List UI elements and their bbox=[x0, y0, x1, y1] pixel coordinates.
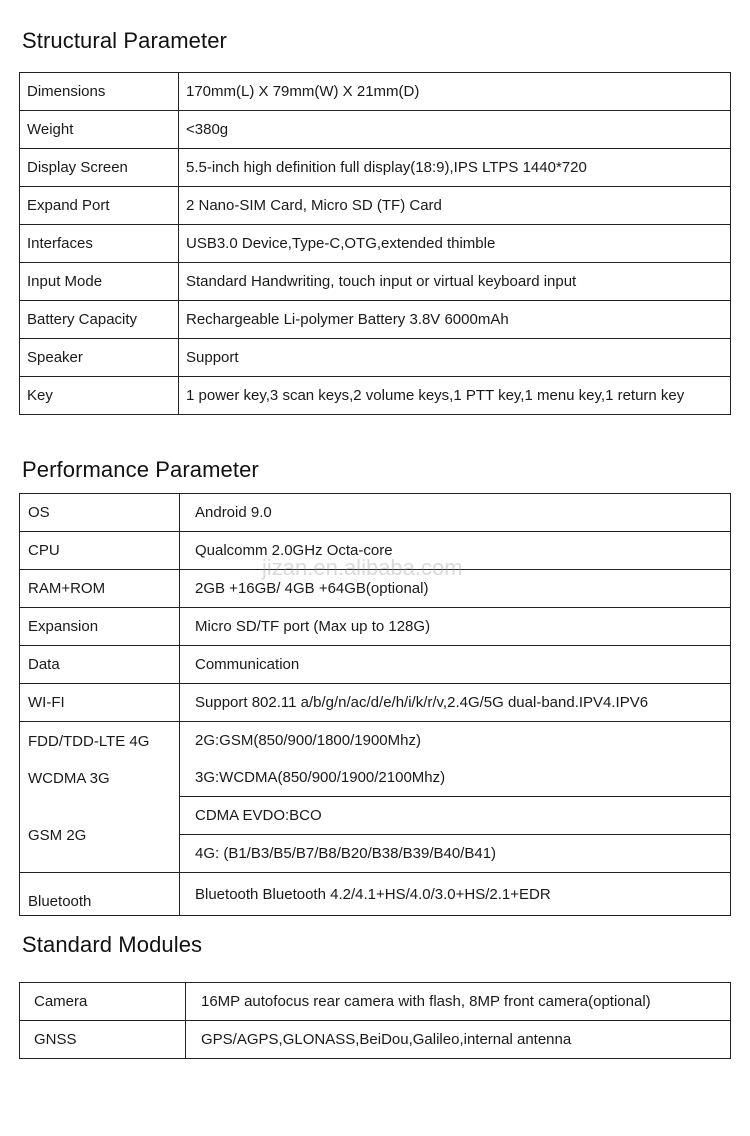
row-key: GNSS bbox=[20, 1021, 186, 1059]
row-value: Standard Handwriting, touch input or virtual keyboard input bbox=[179, 263, 731, 301]
row-value: 2 Nano-SIM Card, Micro SD (TF) Card bbox=[179, 187, 731, 225]
table-row-network bbox=[20, 722, 731, 797]
network-keys bbox=[20, 722, 180, 873]
row-value: 1 power key,3 scan keys,2 volume keys,1 PTT key,1 menu key,1 return key bbox=[179, 377, 731, 415]
row-key: Dimensions bbox=[20, 73, 179, 111]
row-value: 5.5-inch high definition full display(18:9),IPS LTPS 1440*720 bbox=[179, 149, 731, 187]
row-key: Speaker bbox=[20, 339, 179, 377]
modules-title: Standard Modules bbox=[22, 932, 203, 957]
row-key: Camera bbox=[20, 983, 186, 1021]
table-row bbox=[20, 646, 731, 684]
table-row bbox=[20, 225, 731, 263]
table-row bbox=[20, 684, 731, 722]
network-value-2g: 2G:GSM(850/900/1800/1900Mhz) bbox=[195, 732, 421, 749]
table-row bbox=[20, 1021, 731, 1059]
table-row bbox=[20, 111, 731, 149]
row-value: Qualcomm 2.0GHz Octa-core bbox=[180, 532, 731, 570]
row-value: USB3.0 Device,Type-C,OTG,extended thimble bbox=[179, 225, 731, 263]
table-row bbox=[20, 187, 731, 225]
table-row bbox=[20, 608, 731, 646]
row-value: 170mm(L) X 79mm(W) X 21mm(D) bbox=[179, 73, 731, 111]
row-key: RAM+ROM bbox=[20, 570, 180, 608]
network-key-2g: GSM 2G bbox=[28, 827, 87, 844]
row-key: CPU bbox=[20, 532, 180, 570]
row-key: Bluetooth bbox=[20, 873, 180, 916]
row-value: 2GB +16GB/ 4GB +64GB(optional) bbox=[180, 570, 731, 608]
row-key: OS bbox=[20, 494, 180, 532]
table-row bbox=[20, 149, 731, 187]
row-key: Expand Port bbox=[20, 187, 179, 225]
modules-table bbox=[19, 982, 731, 1059]
row-key: Interfaces bbox=[20, 225, 179, 263]
row-value: Micro SD/TF port (Max up to 128G) bbox=[180, 608, 731, 646]
row-key: Input Mode bbox=[20, 263, 179, 301]
table-row bbox=[20, 532, 731, 570]
watermark: jizan.en.alibaba.com bbox=[262, 555, 463, 580]
table-row bbox=[20, 494, 731, 532]
structural-title: Structural Parameter bbox=[22, 28, 227, 53]
row-value: 16MP autofocus rear camera with flash, 8MP front camera(optional) bbox=[186, 983, 731, 1021]
row-key: Weight bbox=[20, 111, 179, 149]
table-row bbox=[20, 301, 731, 339]
structural-table bbox=[19, 72, 731, 415]
table-row bbox=[20, 339, 731, 377]
row-value: Android 9.0 bbox=[180, 494, 731, 532]
row-key: Data bbox=[20, 646, 180, 684]
network-value-3g: 3G:WCDMA(850/900/1900/2100Mhz) bbox=[195, 769, 446, 786]
table-row bbox=[20, 983, 731, 1021]
network-value-cdma: CDMA EVDO:BCO bbox=[180, 797, 731, 835]
network-key-3g: WCDMA 3G bbox=[28, 770, 110, 787]
network-values-gsm-wcdma bbox=[180, 722, 731, 797]
table-row bbox=[20, 570, 731, 608]
table-row bbox=[20, 377, 731, 415]
row-key: WI-FI bbox=[20, 684, 180, 722]
table-row bbox=[20, 873, 731, 916]
row-value: Communication bbox=[180, 646, 731, 684]
performance-table bbox=[19, 493, 731, 916]
performance-title: Performance Parameter bbox=[22, 457, 259, 482]
row-value: Support bbox=[179, 339, 731, 377]
row-key: Display Screen bbox=[20, 149, 179, 187]
row-value: Bluetooth Bluetooth 4.2/4.1+HS/4.0/3.0+HS/2.1+EDR bbox=[180, 873, 731, 916]
row-key: Key bbox=[20, 377, 179, 415]
row-value: Support 802.11 a/b/g/n/ac/d/e/h/i/k/r/v,2.4G/5G dual-band.IPV4.IPV6 bbox=[180, 684, 731, 722]
row-value: Rechargeable Li-polymer Battery 3.8V 6000mAh bbox=[179, 301, 731, 339]
row-key: Expansion bbox=[20, 608, 180, 646]
row-value: <380g bbox=[179, 111, 731, 149]
network-value-4g: 4G: (B1/B3/B5/B7/B8/B20/B38/B39/B40/B41) bbox=[180, 835, 731, 873]
table-row bbox=[20, 73, 731, 111]
network-key-4g: FDD/TDD-LTE 4G bbox=[28, 733, 150, 750]
table-row bbox=[20, 263, 731, 301]
row-value: GPS/AGPS,GLONASS,BeiDou,Galileo,internal antenna bbox=[186, 1021, 731, 1059]
row-key: Battery Capacity bbox=[20, 301, 179, 339]
